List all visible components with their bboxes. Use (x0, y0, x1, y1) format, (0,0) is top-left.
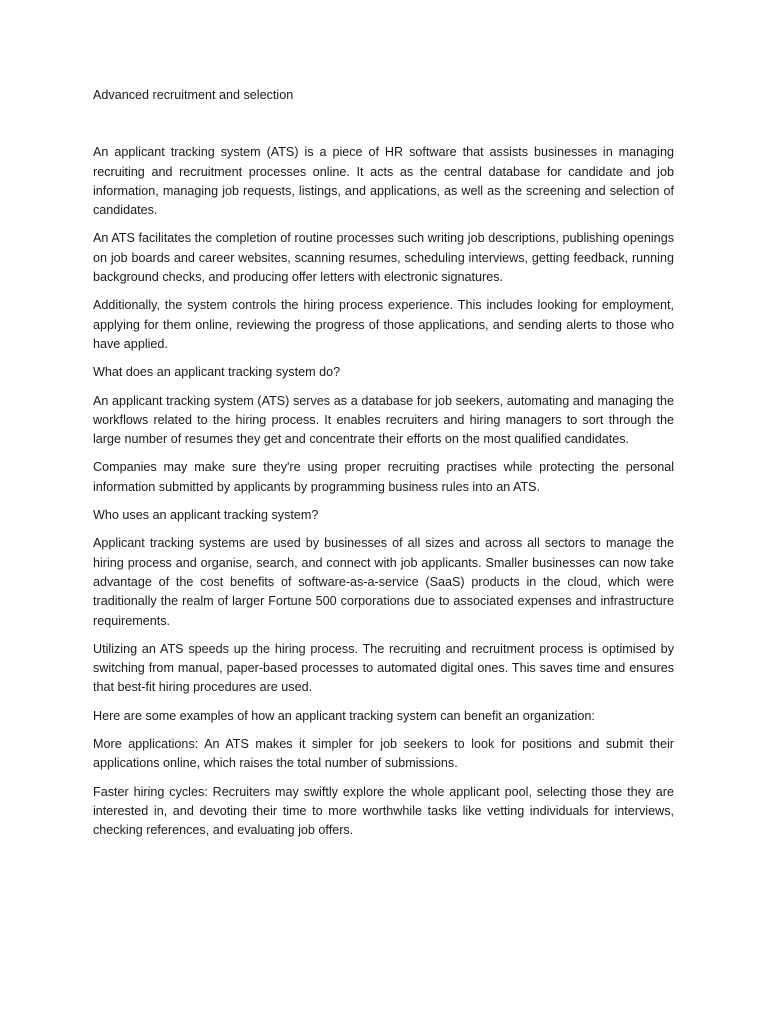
document-page (93, 86, 674, 850)
paragraph-ats-database: An applicant tracking system (ATS) serves as a database for job seekers, automating and managing the workflows related to the hiring process. It enables recruiters and hiring managers to sort through the large number of resumes they get and concentrate their efforts on the most qualified candidates. (93, 393, 674, 447)
paragraph-businesses-of-all-sizes: Applicant tracking systems are used by businesses of all sizes and across all sectors to manage the hiring process and organise, search, and connect with job applicants. Smaller businesses can now take advantage of the cost benefits of software-as-a-service (SaaS) products in the cloud, which were traditionally the realm of larger Fortune 500 corporations due to associated expenses and infrastructure requirements. (93, 536, 674, 628)
paragraph-ats-definition: An applicant tracking system (ATS) is a piece of HR software that assists businesses in managing recruiting and recruitment processes online. It acts as the central database for candidate and job information, managing job requests, listings, and applications, as well as the screening and selection of candidates. (93, 145, 674, 218)
paragraph-business-rules: Companies may make sure they're using proper recruiting practises while protecting the personal information submitted by applicants by programming business rules into an ATS. (93, 460, 674, 494)
paragraph-ats-processes: An ATS facilitates the completion of routine processes such writing job descriptions, publishing openings on job boards and career websites, scanning resumes, scheduling interviews, getting feedback, running background checks, and producing offer letters with electronic signatures. (93, 231, 674, 285)
document-title: Advanced recruitment and selection (93, 88, 294, 102)
paragraph-more-applications: More applications: An ATS makes it simpler for job seekers to look for positions and submit their applications online, which raises the total number of submissions. (93, 737, 674, 771)
paragraph-hiring-experience: Additionally, the system controls the hiring process experience. This includes looking for employment, applying for them online, reviewing the progress of those applications, and sending alerts to those who have applied. (93, 298, 674, 351)
paragraph-faster-hiring-cycles: Faster hiring cycles: Recruiters may swiftly explore the whole applicant pool, selecting those they are interested in, and devoting their time to more worthwhile tasks like vetting individuals for interviews, checking references, and evaluating job offers. (93, 784, 674, 838)
paragraph-speeds-hiring: Utilizing an ATS speeds up the hiring process. The recruiting and recruitment process is optimised by switching from manual, paper-based processes to automated digital ones. This saves time and ensures that best-fit hiring procedures are used. (93, 641, 674, 695)
section-heading-benefits-examples: Here are some examples of how an applicant tracking system can benefit an organization: (93, 708, 595, 723)
section-heading-what-does-ats-do: What does an applicant tracking system do? (93, 365, 341, 380)
section-heading-who-uses-ats: Who uses an applicant tracking system? (93, 508, 319, 523)
